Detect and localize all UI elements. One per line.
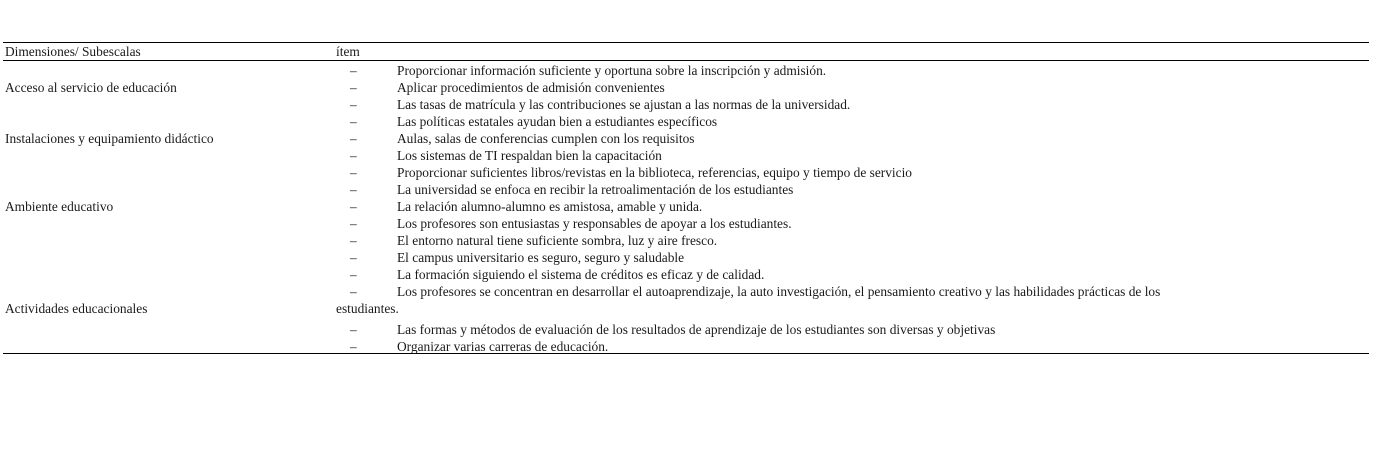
list-item	[336, 147, 1369, 164]
list-item	[336, 266, 1369, 283]
bullet-dash: –	[350, 284, 357, 299]
header-dimensions: Dimensiones/ Subescalas	[5, 44, 141, 59]
item-text: La universidad se enfoca en recibir la retroalimentación de los estudiantes	[397, 182, 794, 197]
bullet-dash: –	[350, 250, 357, 265]
list-item	[336, 96, 1369, 113]
item-text: Las políticas estatales ayudan bien a estudiantes específicos	[397, 114, 718, 129]
item-text: La relación alumno-alumno es amistosa, amable y unida.	[397, 199, 703, 214]
list-item	[336, 164, 1369, 181]
header-item: ítem	[336, 44, 360, 59]
item-text: Proporcionar información suficiente y oportuna sobre la inscripción y admisión.	[397, 63, 827, 78]
bullet-dash: –	[350, 63, 357, 78]
item-text: Los profesores son entusiastas y responsables de apoyar a los estudiantes.	[397, 216, 792, 231]
bullet-dash: –	[350, 182, 357, 197]
item-text: Los sistemas de TI respaldan bien la capacitación	[397, 148, 662, 163]
bullet-dash: –	[350, 165, 357, 180]
bullet-dash: –	[350, 114, 357, 129]
bullet-dash: –	[350, 131, 357, 146]
bullet-dash: –	[350, 267, 357, 282]
item-text: Aplicar procedimientos de admisión convenientes	[397, 80, 665, 95]
item-text: Las formas y métodos de evaluación de los resultados de aprendizaje de los estudiantes son diversas y objetivas	[397, 322, 996, 337]
item-text: Las tasas de matrícula y las contribuciones se ajustan a las normas de la universidad.	[397, 97, 851, 112]
list-item	[336, 232, 1369, 249]
item-text: El campus universitario es seguro, seguro y saludable	[397, 250, 685, 265]
dimension-environment: Ambiente educativo	[5, 199, 114, 214]
item-text-continuation: estudiantes.	[336, 301, 399, 316]
dimensions-table	[3, 42, 1369, 354]
bullet-dash: –	[350, 80, 357, 95]
table-body	[3, 61, 1369, 353]
list-item	[336, 198, 1369, 215]
item-text: Aulas, salas de conferencias cumplen con los requisitos	[397, 131, 695, 146]
item-text: Los profesores se concentran en desarrollar el autoaprendizaje, la auto investigación, el pensamiento creativo y las habilidades prácticas de los	[397, 284, 1161, 299]
bullet-dash: –	[350, 322, 357, 337]
list-item	[336, 249, 1369, 266]
list-item	[336, 321, 1369, 338]
list-item	[336, 338, 1369, 355]
bullet-dash: –	[350, 233, 357, 248]
bullet-dash: –	[350, 97, 357, 112]
bullet-dash: –	[350, 148, 357, 163]
item-text: La formación siguiendo el sistema de créditos es eficaz y de calidad.	[397, 267, 765, 282]
dimension-access: Acceso al servicio de educación	[5, 80, 177, 95]
list-item	[336, 62, 1369, 79]
item-text: El entorno natural tiene suficiente sombra, luz y aire fresco.	[397, 233, 718, 248]
table-header-row	[3, 43, 1369, 60]
list-item	[336, 283, 1369, 317]
list-item	[336, 181, 1369, 198]
dimension-facilities: Instalaciones y equipamiento didáctico	[5, 131, 214, 146]
list-item	[336, 130, 1369, 147]
list-item	[336, 113, 1369, 130]
dimension-activities: Actividades educacionales	[5, 301, 148, 316]
bullet-dash: –	[350, 216, 357, 231]
list-item	[336, 215, 1369, 232]
bullet-dash: –	[350, 339, 357, 354]
item-text: Proporcionar suficientes libros/revistas en la biblioteca, referencias, equipo y tiempo de servicio	[397, 165, 912, 180]
list-item	[336, 79, 1369, 96]
bullet-dash: –	[350, 199, 357, 214]
item-text: Organizar varias carreras de educación.	[397, 339, 609, 354]
